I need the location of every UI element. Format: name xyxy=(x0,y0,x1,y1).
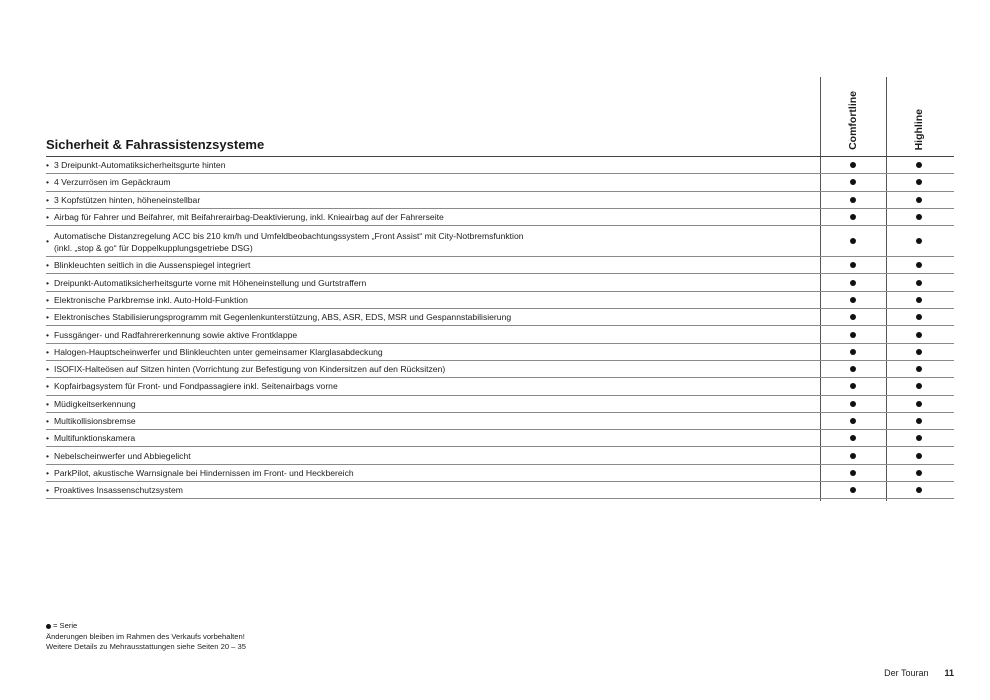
bullet: • xyxy=(46,450,50,461)
highline-standard-dot-icon xyxy=(916,297,922,303)
feature-label xyxy=(54,277,366,289)
bullet: • xyxy=(46,277,50,288)
bullet: • xyxy=(46,364,50,375)
feature-label-line: 3 Kopfstützen hinten, höheneinstellbar xyxy=(54,194,201,205)
feature-label xyxy=(54,211,444,223)
feature-text xyxy=(46,413,818,429)
feature-label xyxy=(54,432,135,444)
legend: = Serie xyxy=(46,621,246,632)
comfortline-standard-dot-icon xyxy=(850,297,856,303)
highline-standard-dot-icon xyxy=(916,470,922,476)
feature-row xyxy=(46,226,954,257)
bullet: • xyxy=(46,236,50,247)
feature-row xyxy=(46,482,954,499)
highline-standard-dot-icon xyxy=(916,383,922,389)
feature-row xyxy=(46,326,954,343)
comfortline-standard-dot-icon xyxy=(850,162,856,168)
feature-label-line: Elektronische Parkbremse inkl. Auto-Hold-Funktion xyxy=(54,294,248,305)
feature-row xyxy=(46,292,954,309)
comfortline-standard-dot-icon xyxy=(850,487,856,493)
feature-label-line: Halogen-Hauptscheinwerfer und Blinkleuchten unter gemeinsamer Klarglasabdeckung xyxy=(54,346,383,357)
standard-dot-icon xyxy=(46,624,51,629)
highline-standard-dot-icon xyxy=(916,349,922,355)
highline-standard-dot-icon xyxy=(916,214,922,220)
feature-label-line: (inkl. „stop & go“ für Doppelkupplungsgetriebe DSG) xyxy=(54,243,253,254)
highline-standard-dot-icon xyxy=(916,162,922,168)
feature-row xyxy=(46,157,954,174)
highline-standard-dot-icon xyxy=(916,280,922,286)
feature-label-line: Dreipunkt-Automatiksicherheitsgurte vorne mit Höheneinstellung und Gurtstraffern xyxy=(54,277,367,288)
feature-text xyxy=(46,174,818,190)
feature-label-line: Automatische Distanzregelung ACC bis 210 km/h und Umfeldbeobachtungssystem „Front Assist“ mit City-Notbremsfunktion xyxy=(54,231,524,242)
bullet: • xyxy=(46,398,50,409)
highline-standard-dot-icon xyxy=(916,314,922,320)
feature-label-line: Proaktives Insassenschutzsystem xyxy=(54,485,183,496)
comfortline-standard-dot-icon xyxy=(850,238,856,244)
column-header-comfortline: Comfortline xyxy=(847,91,859,150)
bullet: • xyxy=(46,433,50,444)
bullet: • xyxy=(46,194,50,205)
comfortline-standard-dot-icon xyxy=(850,418,856,424)
bullet: • xyxy=(46,160,50,171)
feature-label xyxy=(54,228,524,254)
bullet: • xyxy=(46,294,50,305)
comfortline-standard-dot-icon xyxy=(850,383,856,389)
comfortline-standard-dot-icon xyxy=(850,214,856,220)
footnotes xyxy=(46,621,246,653)
comfortline-standard-dot-icon xyxy=(850,314,856,320)
feature-label-line: Blinkleuchten seitlich in die Aussenspiegel integriert xyxy=(54,260,251,271)
feature-text xyxy=(46,226,818,256)
feature-text xyxy=(46,326,818,342)
comfortline-standard-dot-icon xyxy=(850,262,856,268)
feature-text xyxy=(46,378,818,394)
feature-row xyxy=(46,174,954,191)
column-header-highline: Highline xyxy=(913,108,925,150)
bullet: • xyxy=(46,212,50,223)
feature-row xyxy=(46,447,954,464)
feature-text xyxy=(46,257,818,273)
feature-text xyxy=(46,209,818,225)
feature-label xyxy=(54,363,445,375)
section-title: Sicherheit & Fahrassistenzsysteme xyxy=(46,137,265,152)
feature-label-line: ISOFIX-Halteösen auf Sitzen hinten (Vorrichtung zur Befestigung von Kindersitzen auf den Rücksitzen) xyxy=(54,364,446,375)
feature-text xyxy=(46,157,818,173)
feature-label-line: Elektronisches Stabilisierungsprogramm mit Gegenlenkunterstützung, ABS, ASR, EDS, MSR und Gespannstabilisierung xyxy=(54,312,512,323)
feature-text xyxy=(46,274,818,290)
comfortline-standard-dot-icon xyxy=(850,349,856,355)
feature-label xyxy=(54,450,191,462)
feature-label xyxy=(54,398,136,410)
feature-label xyxy=(54,176,171,188)
feature-label-line: Airbag für Fahrer und Beifahrer, mit Beifahrerairbag-Deaktivierung, inkl. Knieairbag auf der Fahrerseite xyxy=(54,212,444,223)
highline-standard-dot-icon xyxy=(916,453,922,459)
feature-label-line: Multifunktionskamera xyxy=(54,433,136,444)
highline-standard-dot-icon xyxy=(916,435,922,441)
footnote-changes: Änderungen bleiben im Rahmen des Verkaufs vorbehalten! xyxy=(46,631,245,641)
feature-label-line: Multikollisionsbremse xyxy=(54,416,136,426)
feature-row xyxy=(46,396,954,413)
bullet: • xyxy=(46,416,50,426)
feature-label xyxy=(54,259,250,271)
feature-row xyxy=(46,344,954,361)
bullet: • xyxy=(46,467,50,478)
feature-row xyxy=(46,209,954,226)
feature-label xyxy=(54,294,248,306)
highline-standard-dot-icon xyxy=(916,179,922,185)
feature-text xyxy=(46,192,818,208)
comfortline-standard-dot-icon xyxy=(850,470,856,476)
comfortline-standard-dot-icon xyxy=(850,401,856,407)
feature-label-line: ParkPilot, akustische Warnsignale bei Hindernissen im Front- und Heckbereich xyxy=(54,467,354,478)
comfortline-standard-dot-icon xyxy=(850,280,856,286)
feature-label xyxy=(54,415,136,427)
feature-row xyxy=(46,274,954,291)
feature-row xyxy=(46,413,954,430)
feature-label xyxy=(54,194,200,206)
feature-label-line: Müdigkeitserkennung xyxy=(54,398,136,409)
bullet: • xyxy=(46,312,50,323)
feature-row xyxy=(46,378,954,395)
feature-row xyxy=(46,309,954,326)
highline-standard-dot-icon xyxy=(916,332,922,338)
feature-row xyxy=(46,361,954,378)
feature-label xyxy=(54,159,226,171)
bullet: • xyxy=(46,381,50,392)
feature-label xyxy=(54,311,511,323)
highline-standard-dot-icon xyxy=(916,262,922,268)
bullet: • xyxy=(46,260,50,271)
feature-label xyxy=(54,329,297,341)
highline-standard-dot-icon xyxy=(916,238,922,244)
bullet: • xyxy=(46,346,50,357)
feature-label xyxy=(54,380,338,392)
page-footer xyxy=(884,668,954,678)
highline-standard-dot-icon xyxy=(916,366,922,372)
feature-row xyxy=(46,430,954,447)
feature-label-line: Fussgänger- und Radfahrererkennung sowie aktive Frontklappe xyxy=(54,329,298,340)
bullet: • xyxy=(46,177,50,188)
feature-text xyxy=(46,344,818,360)
footnote-details: Weitere Details zu Mehrausstattungen siehe Seiten 20 – 35 xyxy=(46,642,246,651)
feature-label xyxy=(54,467,354,479)
feature-table xyxy=(46,157,954,499)
feature-label xyxy=(54,346,383,358)
comfortline-standard-dot-icon xyxy=(850,435,856,441)
feature-label-line: 4 Verzurrösen im Gepäckraum xyxy=(54,177,171,188)
feature-label xyxy=(54,484,183,496)
feature-text xyxy=(46,361,818,377)
highline-standard-dot-icon xyxy=(916,487,922,493)
feature-text xyxy=(46,292,818,308)
feature-text xyxy=(46,396,818,412)
bullet: • xyxy=(46,329,50,340)
page-number: 11 xyxy=(944,668,954,678)
comfortline-standard-dot-icon xyxy=(850,453,856,459)
feature-row xyxy=(46,465,954,482)
comfortline-standard-dot-icon xyxy=(850,197,856,203)
comfortline-standard-dot-icon xyxy=(850,366,856,372)
footer-model: Der Touran xyxy=(884,668,929,678)
feature-text xyxy=(46,482,818,498)
feature-label-line: Nebelscheinwerfer und Abbiegelicht xyxy=(54,450,191,461)
highline-standard-dot-icon xyxy=(916,197,922,203)
highline-standard-dot-icon xyxy=(916,401,922,407)
feature-text xyxy=(46,430,818,446)
comfortline-standard-dot-icon xyxy=(850,332,856,338)
feature-label-line: Kopfairbagsystem für Front- und Fondpassagiere inkl. Seitenairbags vorne xyxy=(54,381,338,392)
feature-text xyxy=(46,465,818,481)
feature-row xyxy=(46,192,954,209)
feature-row xyxy=(46,257,954,274)
highline-standard-dot-icon xyxy=(916,418,922,424)
feature-label-line: 3 Dreipunkt-Automatiksicherheitsgurte hinten xyxy=(54,160,226,171)
comfortline-standard-dot-icon xyxy=(850,179,856,185)
feature-text xyxy=(46,447,818,463)
bullet: • xyxy=(46,485,50,496)
feature-text xyxy=(46,309,818,325)
